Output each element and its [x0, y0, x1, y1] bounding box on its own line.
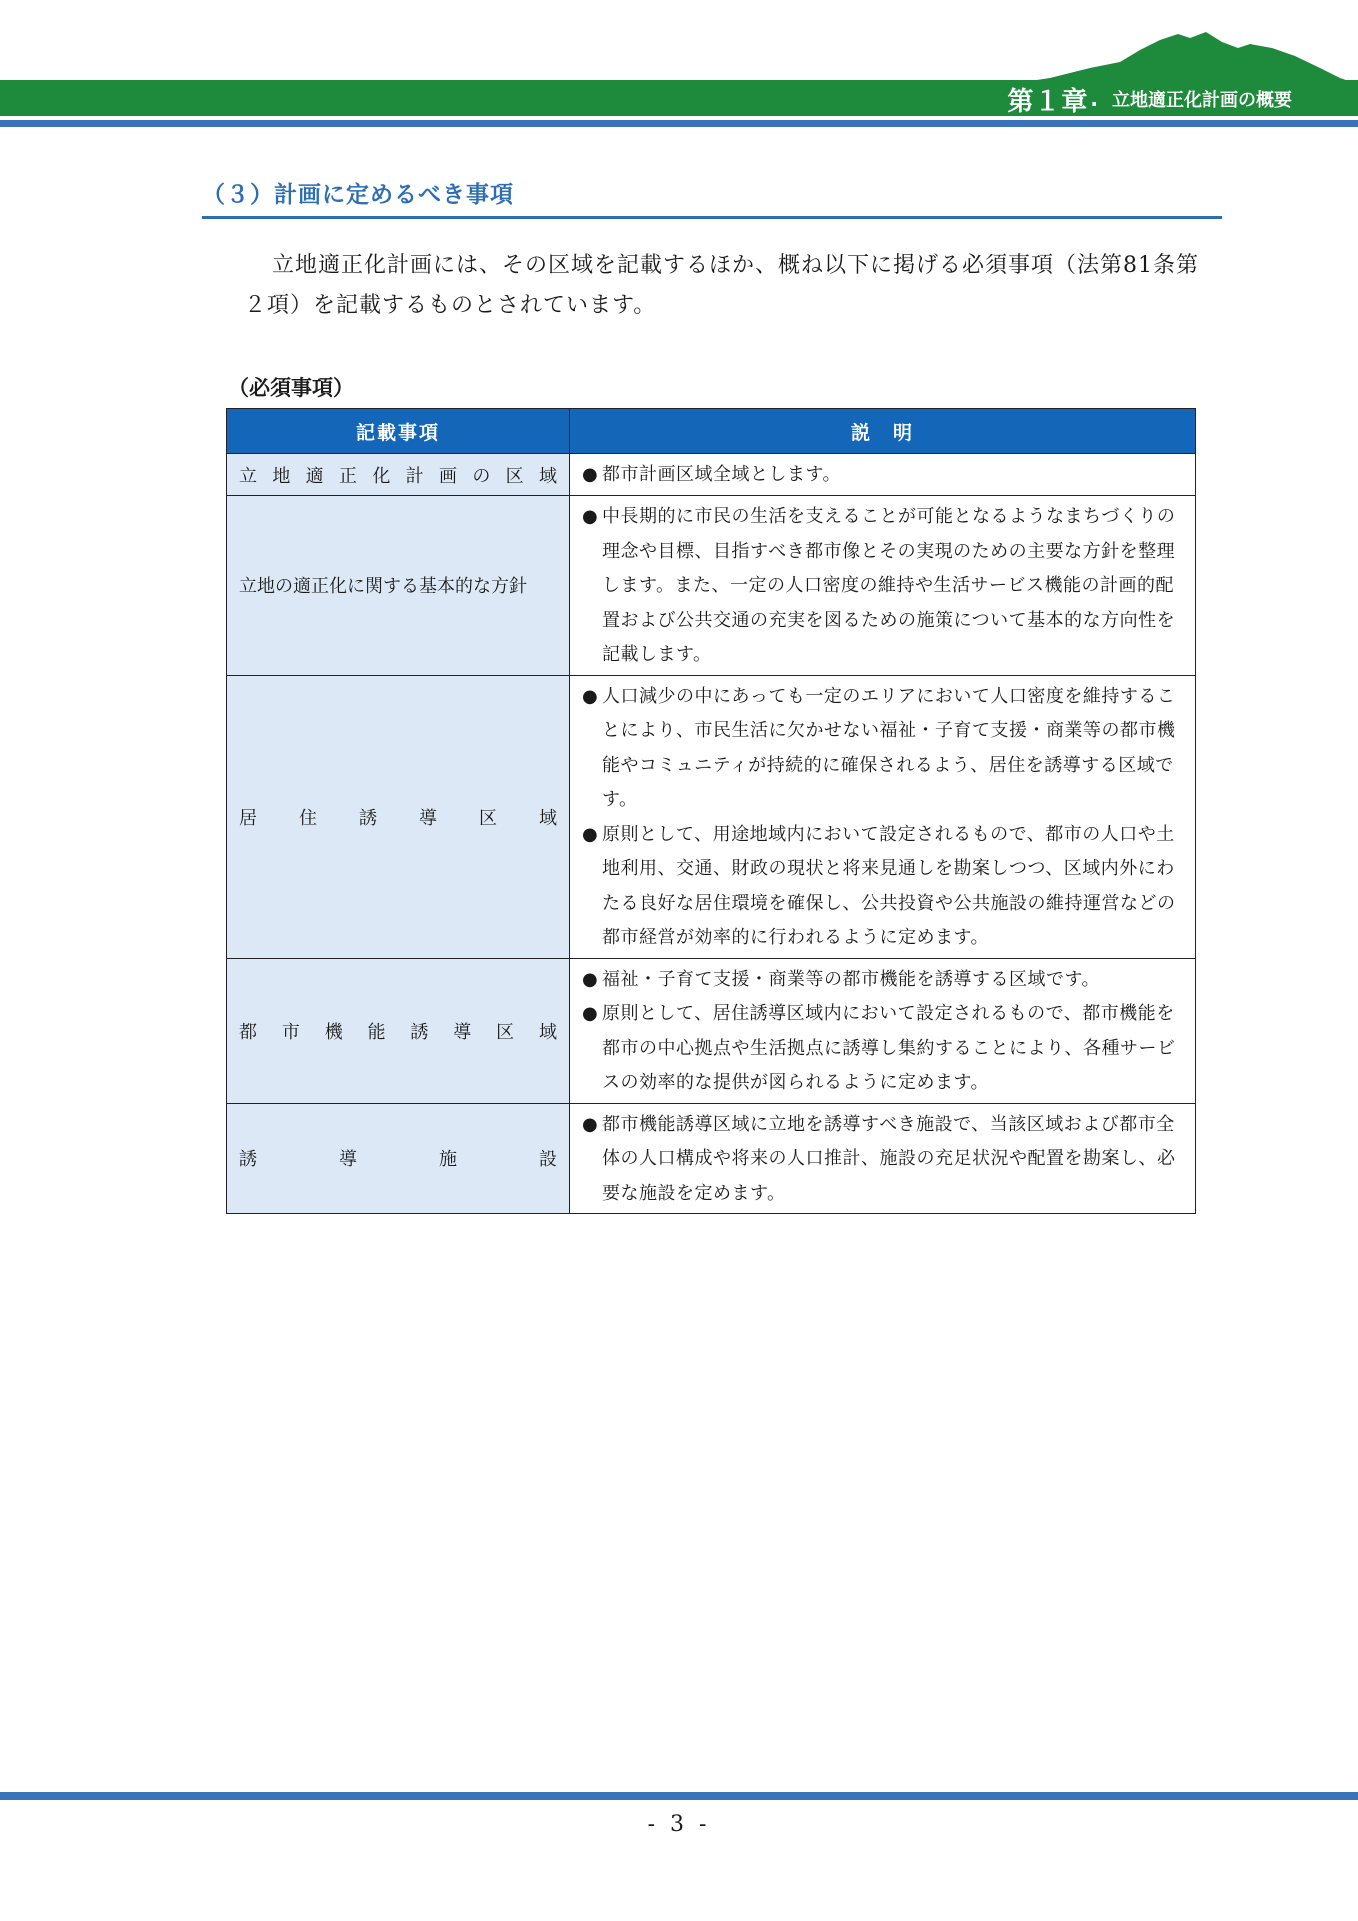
header-item: 記載事項	[227, 409, 570, 454]
page-number: - 3 -	[647, 1812, 711, 1837]
bullet-text: 原則として、用途地域内において設定されるもので、都市の人口や土地利用、交通、財政の現状と将来見通しを勘案しつつ、区域内外にわたる良好な居住環境を確保し、公共投資や公共施設の維持運営などの都市経営が効率的に行われるように定めます。	[602, 823, 1176, 948]
row-item: 居住誘導区域	[227, 675, 570, 958]
bullet-icon: ●	[582, 968, 599, 990]
header-description: 説 明	[570, 409, 1196, 454]
bullet-icon: ●	[582, 464, 599, 485]
bullet-item	[582, 1108, 1185, 1212]
table-caption: （必須事項）	[228, 376, 354, 400]
requirements-table	[226, 408, 1196, 1214]
intro-text: 立地適正化計画には、その区域を記載するほか、概ね以下に掲げる必須事項（法第81条第２項）を記載するものとされています。	[244, 253, 1199, 318]
bullet-text: 中長期的に市民の生活を支えることが可能となるようなまちづくりの理念や目標、目指すべき都市像とその実現のための主要な方針を整理します。また、一定の人口密度の維持や生活サービス機能の計画的配置および公共交通の充実を図るための施策について基本的な方向性を記載します。	[602, 506, 1176, 665]
bullet-text: 福祉・子育て支援・商業等の都市機能を誘導する区域です。	[602, 968, 1101, 990]
bullet-text: 人口減少の中にあっても一定のエリアにおいて人口密度を維持することにより、市民生活に欠かせない福祉・子育て支援・商業等の都市機能やコミュニティが持続的に確保されるよう、居住を誘導する区域です。	[602, 685, 1176, 810]
row-description	[570, 1103, 1196, 1214]
row-description	[570, 454, 1196, 496]
bullet-text: 原則として、居住誘導区域内において設定されるもので、都市機能を都市の中心拠点や生活拠点に誘導し集約することにより、各種サービスの効率的な提供が図られるように定めます。	[602, 1003, 1176, 1093]
bullet-icon: ●	[582, 506, 599, 527]
section-heading: （３）計画に定めるべき事項	[202, 182, 514, 208]
table-header-row	[227, 409, 1196, 454]
table-row	[227, 675, 1196, 958]
table-row	[227, 454, 1196, 496]
bullet-item	[582, 997, 1185, 1101]
row-description	[570, 958, 1196, 1103]
chapter-header	[960, 82, 1340, 116]
table-row	[227, 958, 1196, 1103]
bullet-item	[582, 818, 1185, 956]
row-description	[570, 496, 1196, 676]
table-row	[227, 1103, 1196, 1214]
bullet-icon: ●	[582, 823, 599, 845]
bullet-text: 都市機能誘導区域に立地を誘導すべき施設で、当該区域および都市全体の人口構成や将来の人口推計、施設の充足状況や配置を勘案し、必要な施設を定めます。	[602, 1113, 1176, 1204]
section-rule	[202, 216, 1222, 219]
chapter-separator: .	[1090, 87, 1098, 111]
intro-paragraph	[244, 246, 1204, 326]
bullet-item	[582, 500, 1185, 673]
bullet-text: 都市計画区域全域とします。	[602, 464, 842, 485]
row-item: 立地適正化計画の区域	[227, 454, 570, 496]
bullet-icon: ●	[582, 1113, 599, 1135]
bullet-icon: ●	[582, 685, 599, 707]
chapter-title: 立地適正化計画の概要	[1112, 90, 1292, 111]
mountain-logo-icon	[1010, 28, 1358, 84]
bullet-item	[582, 963, 1185, 998]
bullet-icon: ●	[582, 1003, 599, 1024]
row-item: 誘導施設	[227, 1103, 570, 1214]
header-band-blue	[0, 120, 1358, 127]
row-item: 都市機能誘導区域	[227, 958, 570, 1103]
table-row	[227, 496, 1196, 676]
footer-band-blue	[0, 1792, 1358, 1800]
bullet-item	[582, 680, 1185, 818]
row-description	[570, 675, 1196, 958]
chapter-number: 第１章	[1007, 86, 1089, 117]
row-item: 立地の適正化に関する基本的な方針	[227, 496, 570, 676]
bullet-item	[582, 458, 1185, 493]
